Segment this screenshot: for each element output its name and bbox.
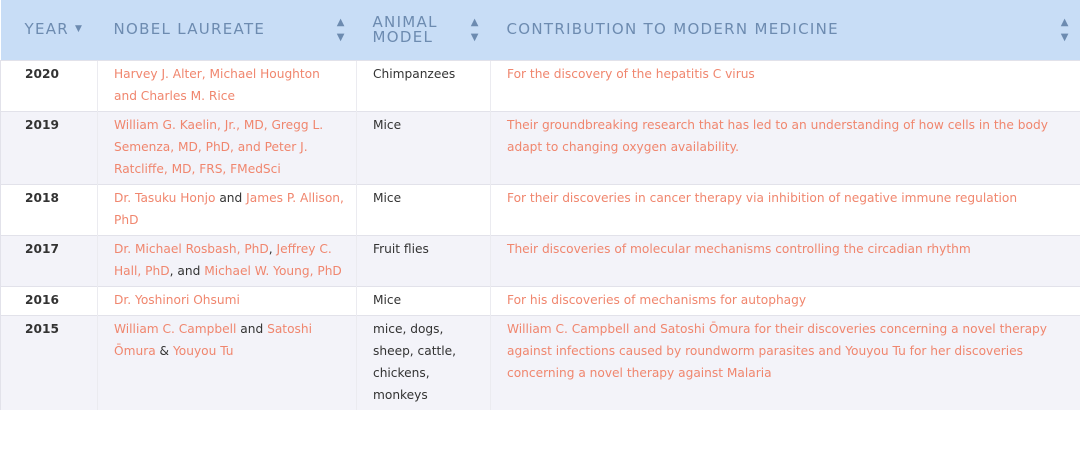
laureate-link[interactable]: Dr. Michael Rosbash, PhD	[114, 241, 269, 256]
laureate-cell	[98, 184, 357, 235]
table-row	[1, 111, 1080, 184]
laureate-link[interactable]: Jeffrey C. Hall, PhD	[114, 241, 332, 278]
table-row	[1, 286, 1080, 315]
contribution-link[interactable]: For the discovery of the hepatitis C virus	[491, 60, 1080, 111]
animal-cell: Mice	[357, 286, 491, 315]
table-row	[1, 235, 1080, 286]
animal-cell: mice, dogs, sheep, cattle, chickens, monkeys	[357, 315, 491, 410]
sort-updown-icon: ▲ ▼	[1060, 16, 1069, 43]
table-body	[1, 60, 1080, 410]
year-cell: 2017	[1, 235, 98, 286]
year-cell: 2018	[1, 184, 98, 235]
contribution-link[interactable]: For his discoveries of mechanisms for autophagy	[491, 286, 1080, 315]
sort-updown-icon: ▲ ▼	[336, 16, 345, 43]
laureate-separator: and	[215, 190, 247, 205]
column-header-animal-model[interactable]	[357, 0, 491, 60]
laureate-link[interactable]: Youyou Tu	[172, 343, 234, 358]
laureate-cell	[98, 315, 357, 410]
laureate-cell	[98, 60, 357, 111]
contribution-link[interactable]: For their discoveries in cancer therapy via inhibition of negative immune regulation	[491, 184, 1080, 235]
laureate-link[interactable]: Harvey J. Alter, Michael Houghton and Charles M. Rice	[114, 66, 320, 103]
year-cell: 2020	[1, 60, 98, 111]
contribution-link[interactable]: William C. Campbell and Satoshi Ōmura for their discoveries concerning a novel therapy against infections caused by roundworm parasites and Youyou Tu for her discoveries concerning a novel therapy against Malaria	[491, 315, 1080, 410]
year-cell: 2015	[1, 315, 98, 410]
sort-updown-icon: ▲ ▼	[470, 16, 479, 43]
laureate-link[interactable]: Michael W. Young, PhD	[204, 263, 342, 278]
animal-cell: Fruit flies	[357, 235, 491, 286]
laureate-cell	[98, 286, 357, 315]
table-row	[1, 60, 1080, 111]
animal-cell: Mice	[357, 184, 491, 235]
column-header-label: YEAR	[24, 20, 70, 39]
contribution-link[interactable]: Their groundbreaking research that has led to an understanding of how cells in the body adapt to changing oxygen availability.	[491, 111, 1080, 184]
column-header-label: CONTRIBUTION TO MODERN MEDICINE	[506, 20, 839, 39]
laureate-separator: and	[236, 321, 268, 336]
laureate-link[interactable]: Dr. Tasuku Honjo	[114, 190, 216, 205]
laureate-link[interactable]: William G. Kaelin, Jr., MD, Gregg L. Semenza, MD, PhD, and Peter J. Ratcliffe, MD, FRS, FMedSci	[114, 117, 324, 176]
year-cell: 2019	[1, 111, 98, 184]
laureate-separator: &	[155, 343, 173, 358]
laureate-link[interactable]: Dr. Yoshinori Ohsumi	[114, 292, 240, 307]
caret-down-icon: ▼	[75, 24, 84, 35]
animal-cell: Mice	[357, 111, 491, 184]
laureate-separator: , and	[169, 263, 205, 278]
laureate-link[interactable]: William C. Campbell	[114, 321, 237, 336]
laureate-link[interactable]: Satoshi Ōmura	[114, 321, 312, 358]
laureate-cell	[98, 111, 357, 184]
animal-cell: Chimpanzees	[357, 60, 491, 111]
contribution-link[interactable]: Their discoveries of molecular mechanisms controlling the circadian rhythm	[491, 235, 1080, 286]
column-header-label: ANIMAL	[372, 12, 438, 31]
column-header-label: MODEL	[372, 27, 434, 46]
table-row	[1, 184, 1080, 235]
column-header-year[interactable]	[1, 0, 98, 60]
laureate-link[interactable]: James P. Allison, PhD	[114, 190, 344, 227]
table-row	[1, 315, 1080, 410]
year-cell: 2016	[1, 286, 98, 315]
laureate-separator: ,	[268, 241, 277, 256]
column-header-laureate[interactable]	[98, 0, 357, 60]
column-header-contribution[interactable]	[491, 0, 1080, 60]
laureate-cell	[98, 235, 357, 286]
table-header	[1, 0, 1080, 60]
column-header-label: NOBEL LAUREATE	[113, 20, 266, 39]
